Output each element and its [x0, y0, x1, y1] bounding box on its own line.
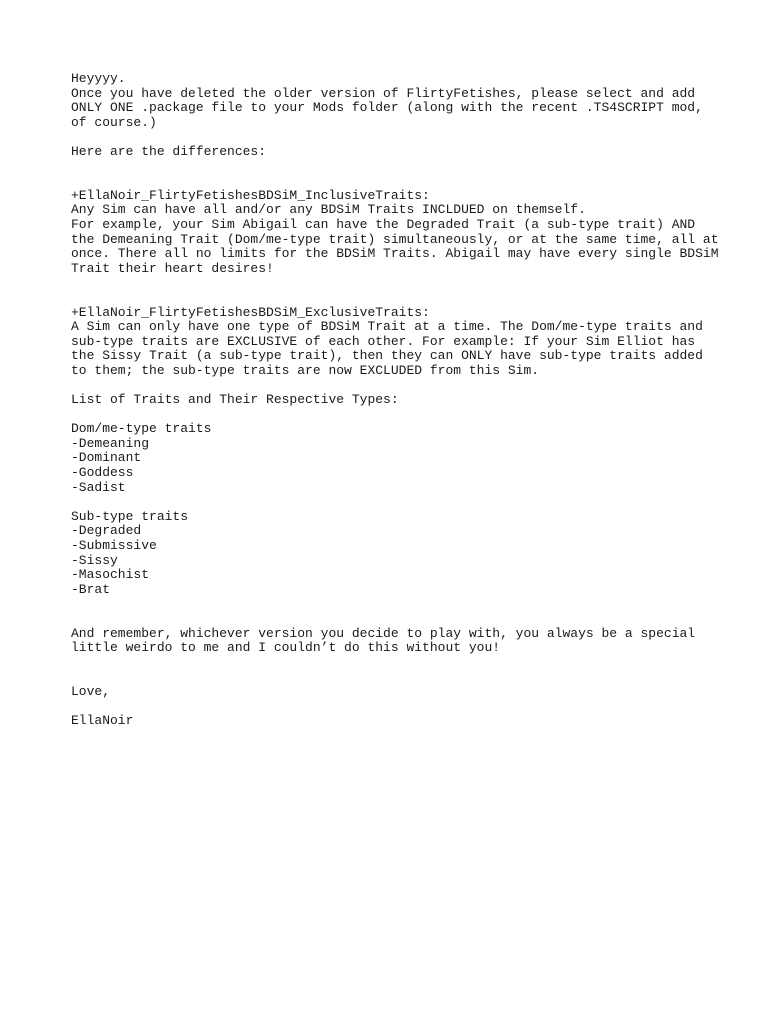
inclusive-traits-line-3: the Demeaning Trait (Dom/me-type trait) simultaneously, or at the same time, all at — [71, 231, 719, 247]
exclusive-traits-line-1: A Sim can only have one type of BDSiM Trait at a time. The Dom/me-type traits and — [71, 319, 703, 335]
exclusive-traits-line-4: to them; the sub-type traits are now EXCLUDED from this Sim. — [71, 362, 540, 378]
closing-line-2: little weirdo to me and I couldn’t do this without you! — [71, 640, 501, 656]
blank-line — [71, 597, 751, 612]
inclusive-traits-line-4: once. There all no limits for the BDSiM Traits. Abigail may have every single BDSiM — [71, 246, 719, 262]
inclusive-traits-line-5: Trait their heart desires! — [71, 260, 274, 276]
differences-heading: Here are the differences: — [71, 143, 267, 159]
intro-line-3: of course.) — [71, 114, 157, 130]
inclusive-traits-title: +EllaNoir_FlirtyFetishesBDSiM_InclusiveTraits: — [71, 187, 430, 203]
trait-list-heading: List of Traits and Their Respective Types: — [71, 392, 399, 408]
dom-trait-item: -Sadist — [71, 479, 126, 495]
sub-trait-item: -Submissive — [71, 538, 157, 553]
blank-line — [71, 495, 751, 510]
sub-trait-item: -Degraded — [71, 523, 142, 539]
sub-traits-heading: Sub-type traits — [71, 508, 189, 524]
closing-line-1: And remember, whichever version you decide to play with, you always be a special — [71, 625, 696, 641]
sub-trait-item: -Brat — [71, 581, 111, 597]
sub-trait-item: -Sissy — [71, 552, 118, 568]
dom-trait-item: -Dominant — [71, 450, 142, 466]
blank-line — [71, 670, 751, 685]
blank-line — [71, 276, 751, 291]
blank-line — [71, 378, 751, 393]
signature: EllaNoir — [71, 713, 134, 729]
exclusive-traits-line-3: the Sissy Trait (a sub-type trait), then they can ONLY have sub-type traits added — [71, 348, 703, 364]
greeting-line: Heyyyy. — [71, 71, 126, 86]
dom-traits-heading: Dom/me-type traits — [71, 421, 212, 437]
blank-line — [71, 700, 751, 715]
exclusive-traits-line-2: sub-type traits are EXCLUSIVE of each other. For example: If your Sim Elliot has — [71, 333, 696, 349]
sign-off: Love, — [71, 683, 111, 699]
blank-line — [71, 174, 751, 189]
blank-line — [71, 130, 751, 145]
blank-line — [71, 612, 751, 627]
inclusive-traits-line-2: For example, your Sim Abigail can have the Degraded Trait (a sub-type trait) AND — [71, 216, 696, 232]
blank-line — [71, 291, 751, 306]
blank-line — [71, 160, 751, 175]
dom-trait-item: -Demeaning — [71, 435, 150, 451]
document-body — [71, 72, 751, 729]
blank-line — [71, 408, 751, 423]
blank-line — [71, 656, 751, 671]
intro-line-1: Once you have deleted the older version of FlirtyFetishes, please select and add — [71, 85, 696, 101]
exclusive-traits-title: +EllaNoir_FlirtyFetishesBDSiM_ExclusiveTraits: — [71, 304, 430, 320]
dom-trait-item: -Goddess — [71, 465, 134, 481]
intro-line-2: ONLY ONE .package file to your Mods folder (along with the recent .TS4SCRIPT mod, — [71, 100, 703, 116]
inclusive-traits-line-1: Any Sim can have all and/or any BDSiM Traits INCLDUED on themself. — [71, 202, 586, 218]
sub-trait-item: -Masochist — [71, 567, 150, 583]
